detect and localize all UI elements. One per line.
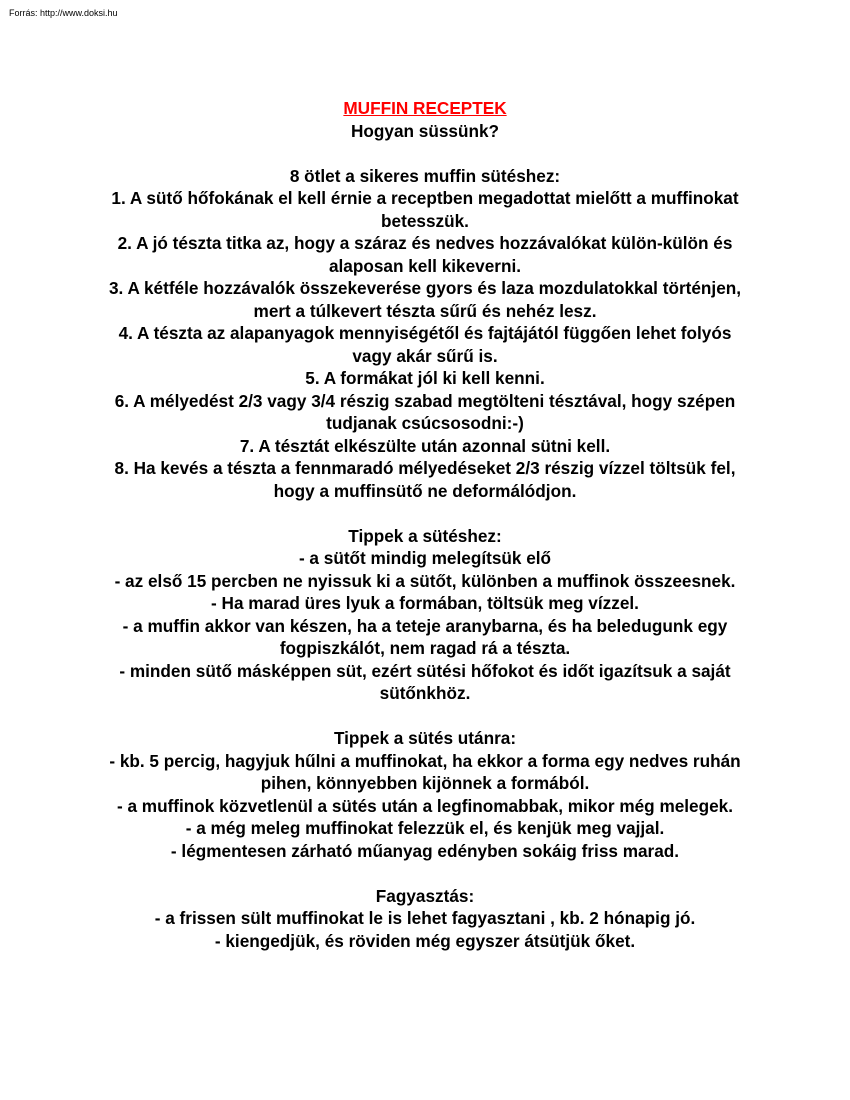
freezing-item: - kiengedjük, és röviden még egyszer átsütjük őket.	[214, 930, 636, 951]
tip-item: 8. Ha kevés a tészta a fennmaradó mélyedéseket 2/3 részig vízzel töltsük fel, hogy a muffinsütő ne deformálódjon.	[114, 458, 736, 501]
after-baking-item: - a muffinok közvetlenül a sütés után a legfinomabbak, mikor még melegek.	[116, 795, 734, 816]
freezing-heading: Fagyasztás:	[375, 885, 475, 906]
tip-item: 6. A mélyedést 2/3 vagy 3/4 részig szabad megtölteni tésztával, hogy szépen tudjanak csúcsosodni:-)	[114, 390, 736, 433]
baking-tips-heading: Tippek a sütéshez:	[348, 525, 502, 546]
document-subtitle: Hogyan süssünk?	[350, 120, 500, 141]
baking-tip-item: - Ha marad üres lyuk a formában, töltsük meg vízzel.	[211, 593, 639, 613]
tips-section	[100, 165, 750, 503]
spacer	[100, 862, 750, 885]
spacer	[100, 142, 750, 165]
baking-tip-item: - a sütőt mindig melegítsük elő	[298, 548, 552, 568]
tip-item: 2. A jó tészta titka az, hogy a száraz és nedves hozzávalókat külön-külön és alaposan kell kikeverni.	[117, 233, 733, 276]
freezing-item: - a frissen sült muffinokat le is lehet fagyasztani , kb. 2 hónapig jó.	[154, 908, 696, 928]
tip-item: 4. A tészta az alapanyagok mennyiségétől és fajtájától függően lehet folyós vagy akár sűrű is.	[118, 323, 732, 366]
source-note: Forrás: http://www.doksi.hu	[9, 8, 118, 18]
tip-item: 5. A formákat jól ki kell kenni.	[305, 368, 545, 388]
tips-heading: 8 ötlet a sikeres muffin sütéshez:	[289, 165, 561, 186]
tip-item: 7. A tésztát elkészülte után azonnal sütni kell.	[239, 435, 611, 456]
baking-tips-section	[100, 525, 750, 705]
tip-item: 3. A kétféle hozzávalók összekeverése gyors és laza mozdulatokkal történjen, mert a túlkevert tészta sűrű és nehéz lesz.	[108, 278, 742, 321]
after-baking-item: - a még meleg muffinokat felezzük el, és kenjük meg vajjal.	[185, 818, 665, 838]
spacer	[100, 705, 750, 728]
after-baking-item: - légmentesen zárható műanyag edényben sokáig friss marad.	[170, 840, 680, 861]
after-baking-item: - kb. 5 percig, hagyjuk hűlni a muffinokat, ha ekkor a forma egy nedves ruhán pihen, könnyebben kijönnek a formából.	[109, 750, 741, 793]
document-body	[100, 97, 750, 952]
tip-item: 1. A sütő hőfokának el kell érnie a receptben megadottat mielőtt a muffinokat betesszük.	[111, 188, 739, 231]
baking-tip-item: - minden sütő másképpen süt, ezért sütési hőfokot és időt igazítsuk a saját sütőnkhöz.	[119, 660, 731, 703]
after-baking-section	[100, 727, 750, 862]
freezing-section	[100, 885, 750, 953]
document-title: MUFFIN RECEPTEK	[343, 98, 507, 118]
baking-tip-item: - a muffin akkor van készen, ha a teteje aranybarna, és ha beledugunk egy fogpiszkálót, nem ragad rá a tészta.	[122, 615, 728, 658]
baking-tip-item: - az első 15 percben ne nyissuk ki a sütőt, különben a muffinok összeesnek.	[114, 570, 736, 591]
after-baking-heading: Tippek a sütés utánra:	[333, 728, 517, 748]
spacer	[100, 502, 750, 525]
